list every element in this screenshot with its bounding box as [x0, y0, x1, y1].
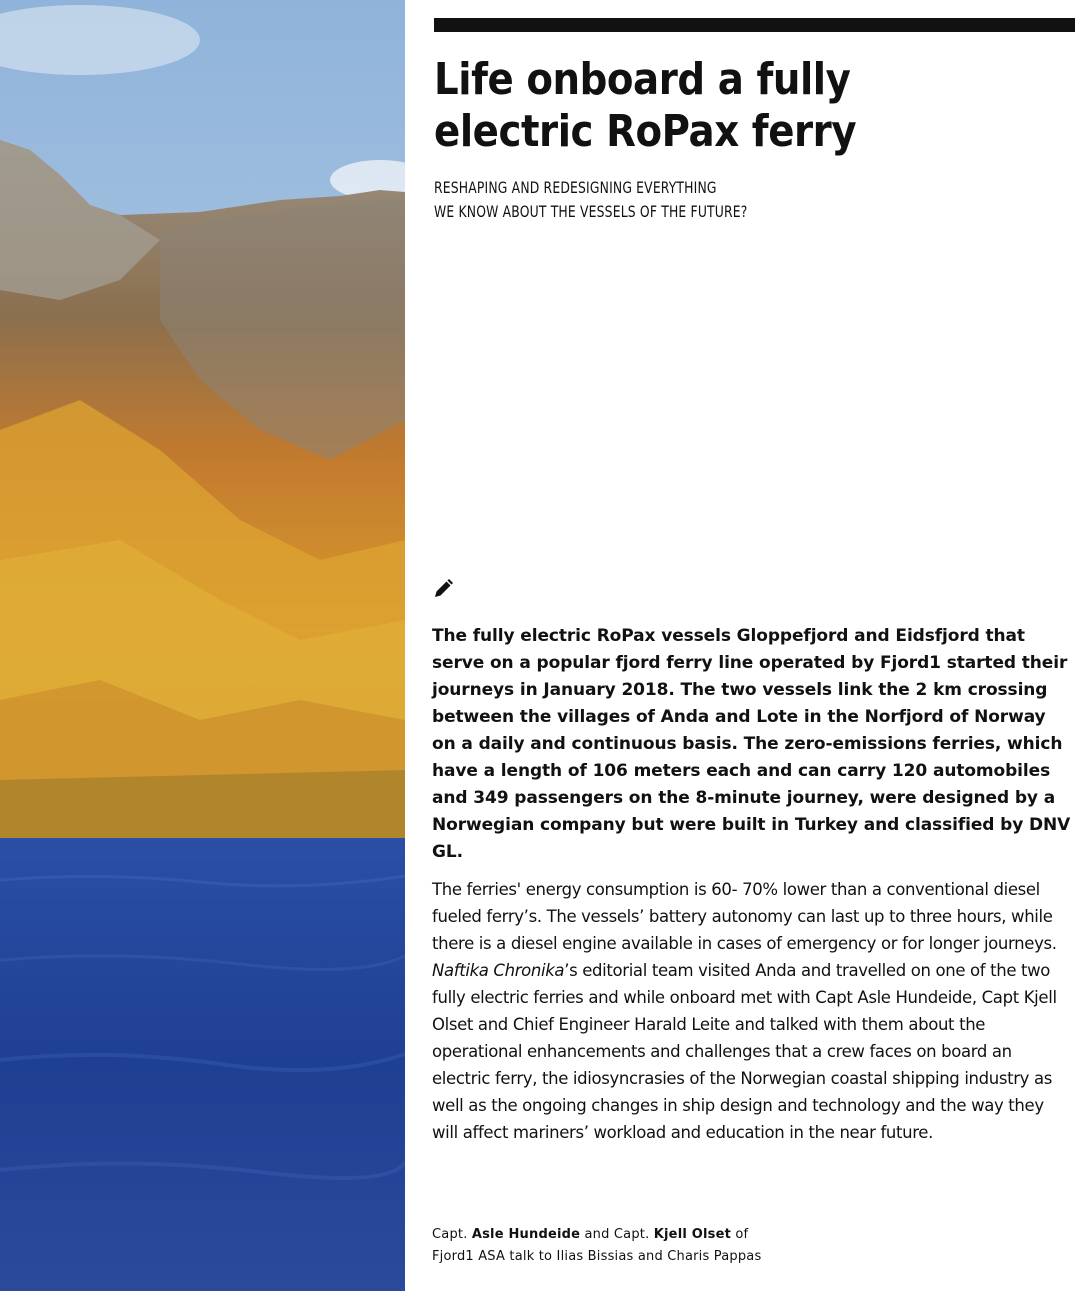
pencil-icon — [432, 578, 454, 600]
article-lead: The fully electric RoPax vessels Gloppefjord and Eidsfjord that serve on a popular fjord ferry line operated by Fjord1 started their journeys in January 2018. The two vessels link the 2 km crossing between the villages of Anda and Lote in the Norfjord of Norway on a daily and continuous basis. The zero-emissions ferries, which have a length of 106 meters each and can carry 120 automobiles and 349 passengers on the 8-minute journey, were designed by a Norwegian company but were built in Turkey and classified by DNV GL. — [432, 626, 1071, 862]
body-text-part-1: The ferries' energy consumption is 60- 70% lower than a conventional diesel fueled ferry’s. The vessels’ battery autonomy can last up to three hours, while there is a diesel engine available in cases of emergency or for longer journeys. — [432, 880, 1057, 953]
subhead-line-1: RESHAPING AND REDESIGNING EVERYTHING — [434, 178, 717, 197]
article-headline: Life onboard a fully electric RoPax ferry — [434, 54, 857, 157]
credit-text-3: of Fjord1 ASA talk to Ilias Bissias and Charis Pappas — [432, 1227, 762, 1264]
interview-credit — [432, 1224, 762, 1268]
article-subhead — [434, 176, 916, 224]
credit-text-1: Capt. — [432, 1227, 472, 1242]
subhead-line-2: WE KNOW ABOUT THE VESSELS OF THE FUTURE? — [434, 202, 748, 221]
publication-name: Naftika Chronika — [432, 961, 565, 980]
fjord-photo — [0, 0, 405, 1291]
credit-name-1: Asle Hundeide — [471, 1227, 581, 1242]
article-body — [432, 876, 1072, 1146]
credit-text-2: and Capt. — [580, 1227, 654, 1242]
header-rule — [434, 18, 1075, 32]
credit-name-2: Kjell Olset — [653, 1227, 732, 1242]
body-text-part-2: ’s editorial team visited Anda and travelled on one of the two fully electric ferries and while onboard met with Capt Asle Hundeide, Capt Kjell Olset and Chief Engineer Harald Leite and talked with them about the operational enhancements and challenges that a crew faces on board an electric ferry, the idiosyncrasies of the Norwegian coastal shipping industry as well as the ongoing changes in ship design and technology and the way they will affect mariners’ workload and education in the near future. — [432, 961, 1057, 1142]
